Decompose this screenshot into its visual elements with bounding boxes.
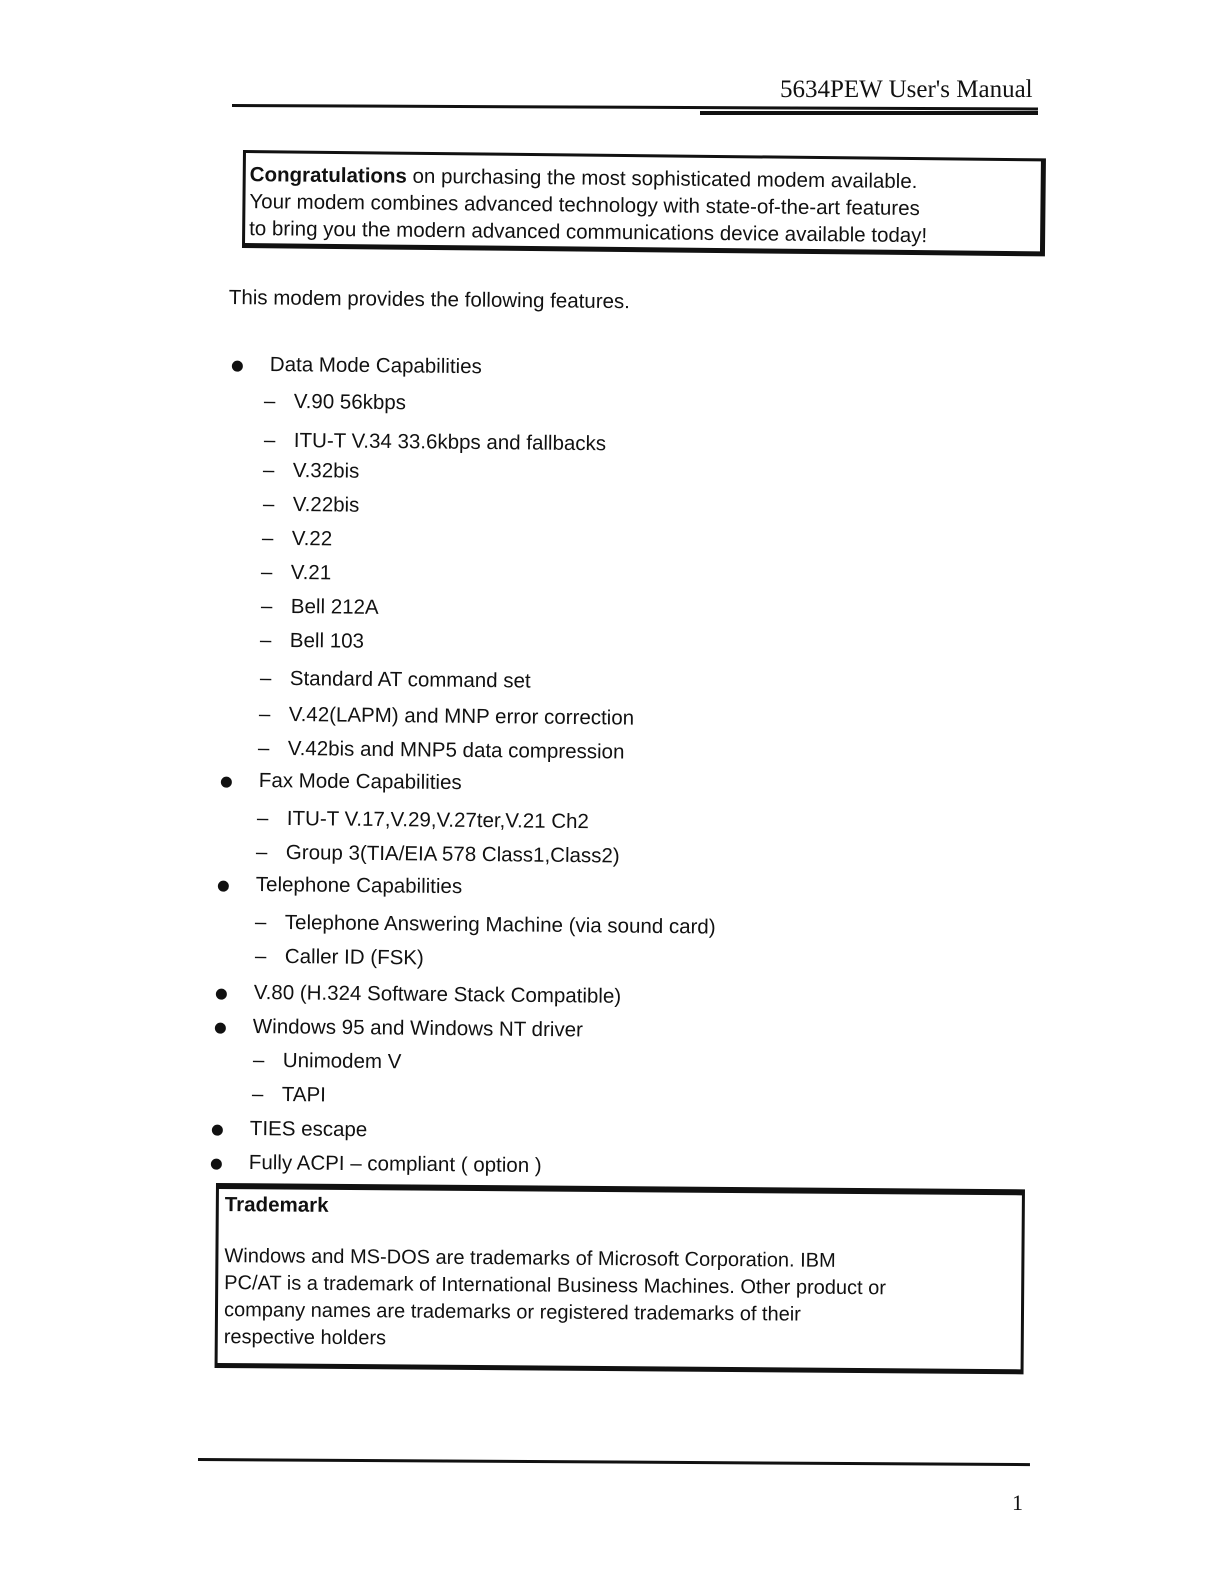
feature-item [249, 1151, 542, 1178]
feature-subitem [261, 560, 332, 585]
feature-item [252, 1015, 582, 1042]
congrats-line-3: to bring you the modern advanced communications device available today! [249, 217, 928, 248]
bullet-icon [212, 1125, 223, 1136]
feature-subitem [251, 1082, 327, 1107]
feature-item [259, 769, 462, 795]
feature-subitem [261, 526, 333, 551]
feature-label: TIES escape [249, 1117, 368, 1142]
feature-item [250, 1117, 368, 1142]
feature-sublabel: Telephone Answering Machine (via sound card) [285, 911, 716, 939]
feature-sublabel: Group 3(TIA/EIA 578 Class1,Class2) [286, 841, 621, 868]
feature-sublabel: ITU-T V.34 33.6kbps and fallbacks [293, 429, 607, 456]
trademark-line: company names are trademarks or registered trademarks of their [223, 1299, 801, 1326]
congrats-line-2: Your modem combines advanced technology with state-of-the-art features [249, 190, 920, 221]
feature-sublabel: TAPI [281, 1083, 327, 1107]
feature-label: Telephone Capabilities [256, 873, 463, 899]
dash-icon: – [261, 526, 274, 550]
feature-sublabel: V.21 [291, 561, 332, 585]
feature-sublabel: Standard AT command set [289, 667, 531, 693]
trademark-line: Windows and MS-DOS are trademarks of Microsoft Corporation. IBM [224, 1245, 836, 1272]
trademark-line: PC/AT is a trademark of International Business Machines. Other product or [224, 1272, 887, 1300]
dash-icon: – [252, 1048, 265, 1072]
feature-sublabel: V.42bis and MNP5 data compression [288, 737, 625, 764]
feature-sublabel: V.90 56kbps [294, 390, 407, 415]
feature-sublabel: ITU-T V.17,V.29,V.27ter,V.21 Ch2 [286, 807, 590, 834]
intro-text: This modem provides the following features. [228, 286, 631, 314]
feature-subitem [262, 458, 360, 484]
feature-label: Windows 95 and Windows NT driver [252, 1015, 583, 1042]
feature-item [253, 981, 621, 1009]
feature-sublabel: Caller ID (FSK) [284, 945, 424, 970]
feature-label: Fax Mode Capabilities [258, 769, 462, 795]
feature-label: Data Mode Capabilities [269, 353, 482, 379]
feature-subitem [252, 1048, 402, 1074]
trademark-box [215, 1183, 1025, 1374]
dash-icon: – [259, 628, 272, 652]
dash-icon: – [264, 389, 276, 413]
feature-subitem [254, 944, 424, 970]
bullet-icon [218, 881, 229, 892]
feature-subitem [258, 736, 625, 765]
dash-icon: – [255, 910, 267, 934]
feature-subitem [264, 389, 407, 415]
dash-icon: – [262, 492, 274, 516]
page-number: 1 [1012, 1490, 1023, 1515]
header-rule-thick [700, 111, 1038, 115]
dash-icon: – [260, 594, 273, 618]
dash-icon: – [258, 702, 271, 726]
bullet-icon [211, 1159, 222, 1170]
dash-icon: – [261, 560, 273, 584]
trademark-title: Trademark [224, 1193, 329, 1217]
feature-subitem [256, 806, 590, 834]
feature-subitem [263, 428, 607, 456]
feature-sublabel: V.22bis [292, 493, 360, 517]
manual-title: 5634PEW User's Manual [780, 76, 1033, 103]
dash-icon: – [251, 1082, 264, 1106]
feature-label: V.80 (H.324 Software Stack Compatible) [253, 981, 621, 1008]
dash-icon: – [262, 458, 275, 482]
feature-sublabel: V.32bis [292, 459, 360, 483]
footer-rule [198, 1458, 1030, 1466]
feature-subitem [259, 628, 365, 654]
feature-sublabel: Bell 103 [289, 629, 365, 653]
feature-sublabel: Bell 212A [290, 595, 379, 619]
dash-icon: – [254, 944, 267, 968]
dash-icon: – [259, 666, 271, 690]
bullet-icon [215, 989, 226, 1000]
dash-icon: – [256, 840, 268, 864]
feature-sublabel: V.42(LAPM) and MNP error correction [288, 703, 635, 730]
bullet-icon [214, 1023, 225, 1034]
feature-subitem [262, 492, 360, 518]
congrats-lead: Congratulations [249, 163, 408, 188]
bullet-icon [221, 777, 232, 788]
trademark-line: respective holders [223, 1326, 387, 1350]
congratulations-box [242, 150, 1046, 256]
feature-item [270, 353, 482, 379]
header-rule [232, 104, 1038, 111]
feature-subitem [258, 702, 635, 731]
feature-label: Fully ACPI – compliant ( option ) [248, 1151, 542, 1178]
bullet-icon [232, 361, 243, 372]
feature-subitem [255, 910, 716, 940]
feature-subitem [260, 594, 379, 620]
dash-icon: – [263, 428, 276, 452]
congrats-line-1-rest: on purchasing the most sophisticated modem available. [406, 164, 918, 194]
dash-icon: – [258, 736, 270, 760]
feature-subitem [259, 666, 531, 694]
feature-subitem [256, 840, 621, 868]
dash-icon: – [256, 806, 269, 830]
feature-sublabel: Unimodem V [282, 1049, 402, 1074]
feature-sublabel: V.22 [291, 527, 333, 551]
feature-item [256, 873, 463, 899]
